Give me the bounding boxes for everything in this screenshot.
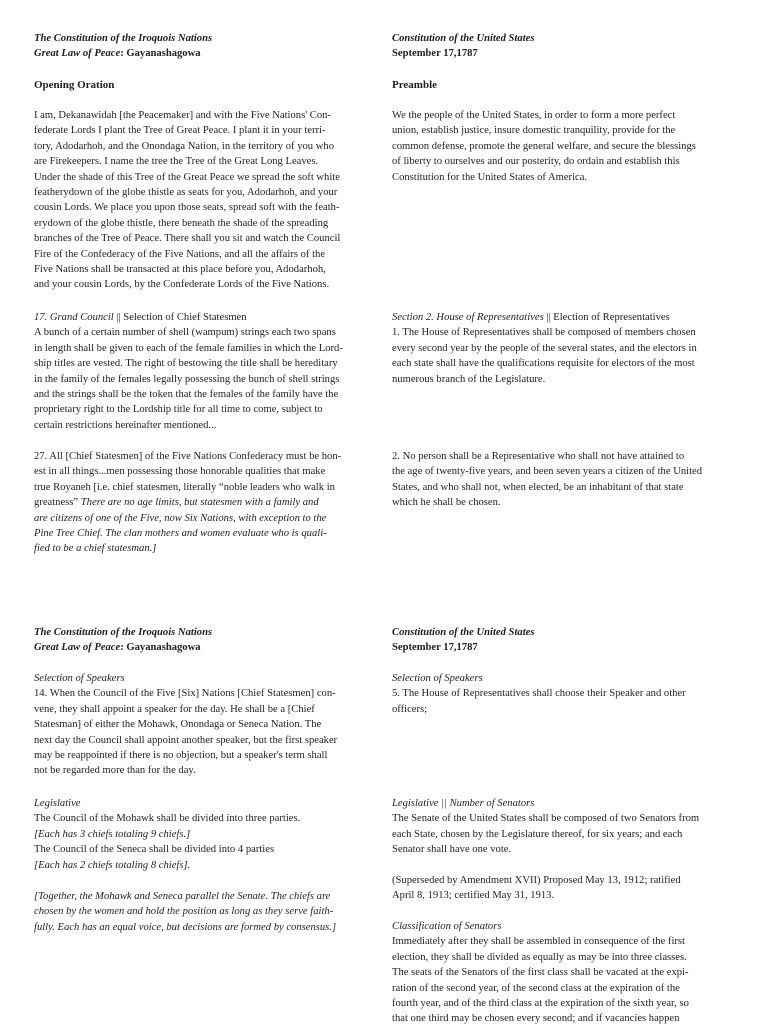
text-line: numerous branch of the Legislature.: [392, 373, 546, 385]
text-line: certain restrictions hereinafter mentioned...: [34, 419, 217, 431]
election-label: || Election of Representatives: [543, 312, 670, 323]
text-line: and the strings shall be the token that the females of the family have the: [34, 389, 339, 401]
text-line: proprietary right to the Lordship title for all time to come, subject to: [34, 404, 323, 416]
text-line: which he shall be chosen.: [392, 497, 501, 509]
section-2-paragraph-2: [392, 449, 737, 511]
house-of-representatives-label: Section 2. House of Representatives: [392, 312, 544, 323]
senate-parallel-note: [34, 889, 376, 935]
text-line: are citizens of one of the Five, now Six Nations, with exception to the: [34, 512, 327, 524]
chief-statesmen-label: || Selection of Chief Statesmen: [113, 312, 247, 323]
opening-oration-heading: Opening Oration: [34, 79, 115, 91]
text-line: union, establish justice, insure domestic tranquility, provide for the: [392, 125, 676, 137]
text-line: ration of the second year, of the second class at the expiration of the: [392, 982, 680, 994]
text-line: Five Nations shall be transacted at this place before you, Adodarhoh,: [34, 264, 326, 276]
text-line: 14. When the Council of the Five [Six] Nations [Chief Statesmen] con-: [34, 688, 336, 700]
text-line: not be regarded more than for the day.: [34, 765, 196, 777]
iroquois-subtitle: [34, 46, 376, 61]
text-line: Constitution for the United States of America.: [392, 171, 588, 183]
text-line: 1. The House of Representatives shall be composed of members chosen: [392, 327, 696, 339]
text-line: each State, chosen by the Legislature thereof, for six years; and each: [392, 828, 683, 840]
text-line: erydown of the globe thistle, there beneath the shade of the spreading: [34, 217, 329, 229]
text-line: true Royaneh [i.e. chief statesmen, literally “noble leaders who walk in: [34, 481, 335, 493]
gayanashagowa-label: : Gayanashagowa: [120, 642, 201, 654]
iroquois-header-bottom: [34, 625, 376, 656]
iroquois-selection-of-speakers: [34, 671, 376, 779]
us-number-of-senators: [392, 796, 737, 858]
text-line: The seats of the Senators of the first class shall be vacated at the expi-: [392, 967, 689, 979]
text-line: officers;: [392, 703, 428, 715]
greatness-quote: greatness”: [34, 497, 79, 509]
text-line: I am, Dekanawidah [the Peacemaker] and with the Five Nations' Con-: [34, 110, 331, 121]
great-law-label: Great Law of Peace: [34, 642, 121, 654]
section-2-house: [392, 310, 737, 387]
seneca-council-line: The Council of the Seneca shall be divided into 4 parties: [34, 844, 275, 856]
text-line: Under the shade of this Tree of the Great Peace we spread the soft white: [34, 171, 340, 183]
text-line: that one third may be chosen every second; and if vacancies happen: [392, 1013, 680, 1025]
text-line: fully. Each has an equal voice, but decisions are formed by consensus.]: [34, 921, 337, 933]
text-line: federate Lords I plant the Tree of Great Peace. I plant it in your terri-: [34, 125, 326, 137]
text-line: We the people of the United States, in order to form a more perfect: [392, 110, 676, 121]
preamble-text: [392, 108, 737, 185]
us-constitution-date: September 17,1787: [392, 48, 478, 60]
text-line: the age of twenty-five years, and been seven years a citizen of the United: [392, 466, 703, 478]
great-law-label: Great Law of Peace: [34, 48, 121, 60]
section-2-heading: [392, 310, 737, 325]
text-line: Statesman] of either the Mohawk, Onondaga or Seneca Nation. The: [34, 719, 322, 731]
text-line: of liberty to ourselves and our posterity, do ordain and establish this: [392, 156, 680, 168]
section-17-heading: [34, 310, 376, 325]
text-line: A bunch of a certain number of shell (wampum) strings each two spans: [34, 327, 336, 339]
grand-council-label: 17. Grand Council: [34, 312, 114, 323]
text-line: Senator shall have one vote.: [392, 844, 512, 856]
mohawk-council-line: The Council of the Mohawk shall be divided into three parties.: [34, 813, 301, 825]
us-constitution-header-bottom: [392, 625, 737, 656]
text-line: fourth year, and of the third class at the expiration of the sixth year, so: [392, 998, 689, 1010]
text-line: [34, 495, 376, 510]
text-line: each state shall have the qualifications requisite for electors of the most: [392, 358, 695, 370]
gayanashagowa-label: : Gayanashagowa: [120, 48, 201, 60]
text-line: cousin Lords. We place you upon those seats, spread soft with the feath-: [34, 202, 340, 214]
text-line: and your cousin Lords, by the Confederate Lords of the Five Nations.: [34, 279, 330, 291]
text-line: [Together, the Mohawk and Seneca parallel the Senate. The chiefs are: [34, 891, 331, 902]
text-line: tory, Adodarhoh, and the Onondaga Nation, in the territory of you who: [34, 140, 334, 152]
us-constitution-title: Constitution of the United States: [392, 627, 535, 638]
text-line: 5. The House of Representatives shall choose their Speaker and other: [392, 688, 686, 700]
seneca-note: [Each has 2 chiefs totaling 8 chiefs].: [34, 859, 191, 871]
text-line: (Superseded by Amendment XVII) Proposed May 13, 1912; ratified: [392, 875, 681, 886]
text-line: ship titles are vested. The right of bestowing the title shall be hereditary: [34, 358, 338, 370]
text-line: are Firekeepers. I name the tree the Tree of the Great Long Leaves.: [34, 156, 319, 168]
text-line: est in all things...men possessing those honorable qualities that make: [34, 466, 326, 478]
us-constitution-date: September 17,1787: [392, 642, 478, 654]
classification-of-senators: [392, 919, 737, 1027]
text-line: The Senate of the United States shall be composed of two Senators from: [392, 813, 700, 825]
us-constitution-title: Constitution of the United States: [392, 33, 535, 44]
text-line: common defense, promote the general welfare, and secure the blessings: [392, 140, 696, 152]
text-line: every second year by the people of the several states, and the electors in: [392, 342, 697, 354]
speakers-heading: Selection of Speakers: [34, 673, 125, 684]
opening-oration-text: [34, 108, 376, 293]
text-line: chosen by the women and hold the position as long as they serve faith-: [34, 906, 334, 918]
legislative-heading: Legislative: [34, 798, 81, 809]
iroquois-title: The Constitution of the Iroquois Nations: [34, 627, 213, 638]
text-line: in length shall be given to each of the female families in which the Lord-: [34, 342, 343, 354]
preamble-heading: Preamble: [392, 79, 438, 91]
iroquois-legislative: [34, 796, 376, 873]
text-line: Immediately after they shall be assembled in consequence of the first: [392, 936, 685, 948]
us-selection-of-speakers: [392, 671, 737, 717]
text-line: States, and who shall not, when elected, be an inhabitant of that state: [392, 481, 684, 493]
iroquois-title: The Constitution of the Iroquois Nations: [34, 33, 213, 44]
section-27-chief-statesmen: [34, 449, 376, 557]
us-constitution-header-top: [392, 31, 737, 62]
superseded-note: [392, 873, 737, 904]
text-line: election, they shall be divided as equally as may be into three classes.: [392, 951, 687, 963]
speakers-heading: Selection of Speakers: [392, 673, 483, 684]
section-17-grand-council: [34, 310, 376, 433]
text-line: may be reappointed if there is no objection, but a speaker's term shall: [34, 750, 328, 762]
mohawk-note: [Each has 3 chiefs totaling 9 chiefs.]: [34, 828, 191, 840]
text-line: 27. All [Chief Statesmen] of the Five Nations Confederacy must be hon-: [34, 451, 342, 462]
iroquois-header-top: [34, 31, 376, 62]
text-line: April 8, 1913; certified May 31, 1913.: [392, 890, 555, 902]
text-line: fied to be a chief statesman.]: [34, 543, 157, 555]
text-line: Pine Tree Chief. The clan mothers and women evaluate who is quali-: [34, 528, 327, 540]
text-line: vene, they shall appoint a speaker for the day. He shall be a [Chief: [34, 703, 315, 715]
text-line: in the family of the females legally possessing the bunch of shell strings: [34, 373, 340, 385]
classification-heading: Classification of Senators: [392, 921, 502, 932]
text-line: branches of the Tree of Peace. There shall you sit and watch the Council: [34, 233, 341, 245]
editorial-note: There are no age limits, but statesmen with a family and: [78, 497, 319, 509]
senators-heading: Legislative || Number of Senators: [392, 798, 535, 809]
text-line: Fire of the Confederacy of the Five Nations, and all the affairs of the: [34, 248, 326, 260]
text-line: next day the Council shall appoint another speaker, but the first speaker: [34, 734, 338, 746]
iroquois-subtitle: [34, 640, 376, 655]
text-line: featherydown of the globe thistle as seats for you, Adodarhoh, and your: [34, 187, 338, 199]
text-line: 2. No person shall be a Representative who shall not have attained to: [392, 451, 685, 462]
